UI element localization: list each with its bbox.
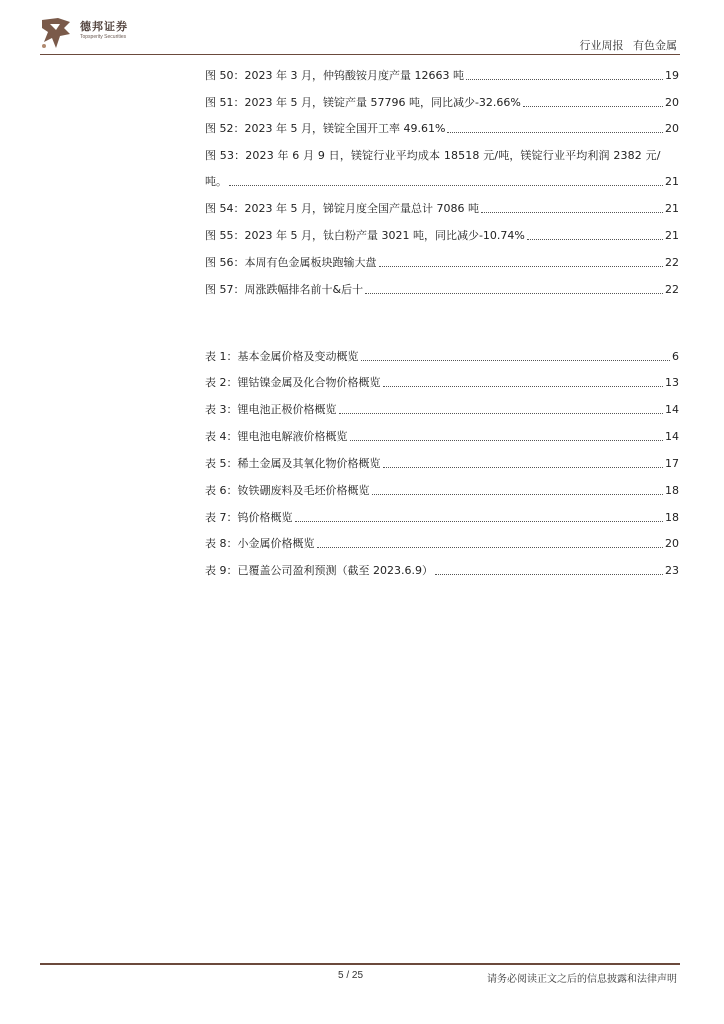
- report-type: 行业周报: [579, 39, 624, 52]
- toc-entry-label: 表 6：钕铁硼废料及毛坯价格概览: [205, 484, 370, 497]
- toc-entry-page: 14: [665, 430, 679, 443]
- leader-dots: [523, 96, 663, 107]
- footer-divider: [40, 963, 680, 965]
- leader-dots: [383, 457, 664, 468]
- toc-table-entry[interactable]: [205, 457, 679, 471]
- toc-table-entry[interactable]: [205, 430, 679, 444]
- toc-figure-entry[interactable]: [205, 229, 679, 243]
- toc-entry-page: 21: [665, 175, 679, 188]
- toc-entry-label: 表 9：已覆盖公司盈利预测（截至 2023.6.9）: [205, 564, 433, 577]
- toc-entry-page: 20: [665, 96, 679, 109]
- toc-figure-entry[interactable]: [205, 202, 679, 216]
- toc-figure-entry[interactable]: [205, 69, 679, 83]
- logo-text-en: Topsperity Securities: [80, 34, 127, 40]
- toc-entry-label: 表 3：锂电池正极价格概览: [205, 403, 337, 416]
- header-category: [580, 37, 678, 53]
- leader-dots: [229, 175, 663, 186]
- toc-entry-page: 21: [665, 229, 679, 242]
- toc-entry-label: 图 57：周涨跌幅排名前十&后十: [205, 283, 364, 296]
- toc-table-entry[interactable]: [205, 403, 679, 417]
- toc-entry-label: 图 54：2023 年 5 月，锑锭月度全国产量总计 7086 吨: [205, 202, 479, 215]
- toc-entry-label: 图 52：2023 年 5 月，镁锭全国开工率 49.61%: [205, 122, 446, 135]
- toc-figure-entry[interactable]: [205, 175, 679, 189]
- sector-name: 有色金属: [633, 39, 677, 52]
- toc-entry-page: 23: [665, 564, 679, 577]
- leader-dots: [383, 376, 664, 387]
- toc-table-entry[interactable]: [205, 350, 679, 364]
- toc-figure-entry[interactable]: [205, 96, 679, 110]
- toc-entry-label: 表 7：钨价格概览: [205, 511, 293, 524]
- leader-dots: [447, 122, 663, 133]
- toc-entry-page: 20: [665, 537, 679, 550]
- toc-entry-page: 6: [672, 350, 679, 363]
- leader-dots: [372, 484, 664, 495]
- leader-dots: [295, 511, 664, 522]
- toc-entry-page: 20: [665, 122, 679, 135]
- toc-entry-label-line1[interactable]: 图 53：2023 年 6 月 9 日，镁锭行业平均成本 18518 元/吨，镁锭行业平均利润 2382 元/: [205, 149, 661, 162]
- toc-entry-page: 21: [665, 202, 679, 215]
- toc-entry-label: 图 55：2023 年 5 月，钛白粉产量 3021 吨，同比减少-10.74%: [205, 229, 525, 242]
- leader-dots: [350, 430, 664, 441]
- toc-entry-label: 表 8：小金属价格概览: [205, 537, 315, 550]
- toc-entry-label: 图 50：2023 年 3 月，仲钨酸铵月度产量 12663 吨: [205, 69, 464, 82]
- leader-dots: [435, 564, 663, 575]
- toc-entry-page: 17: [665, 457, 679, 470]
- toc-entry-label: 图 56：本周有色金属板块跑输大盘: [205, 256, 377, 269]
- toc-table-entry[interactable]: [205, 376, 679, 390]
- toc-entry-page: 18: [665, 484, 679, 497]
- toc-entry-page: 18: [665, 511, 679, 524]
- toc-figure-entry[interactable]: [205, 256, 679, 270]
- leader-dots: [339, 403, 664, 414]
- toc-entry-label: 表 1：基本金属价格及变动概览: [205, 350, 359, 363]
- toc-entry-label: 表 2：锂钴镍金属及化合物价格概览: [205, 376, 381, 389]
- leader-dots: [361, 350, 671, 361]
- toc-entry-page: 22: [665, 256, 679, 269]
- leader-dots: [481, 202, 663, 213]
- toc-entry-page: 19: [665, 69, 679, 82]
- leader-dots: [365, 283, 663, 294]
- toc-figure-entry[interactable]: [205, 283, 679, 297]
- toc-entry-page: 22: [665, 283, 679, 296]
- page-header: [0, 0, 724, 60]
- toc-entry-label: 表 5：稀土金属及其氧化物价格概览: [205, 457, 381, 470]
- toc-entry-label: 图 51：2023 年 5 月，镁锭产量 57796 吨，同比减少-32.66%: [205, 96, 521, 109]
- leader-dots: [379, 256, 664, 267]
- toc-entry-label: 表 4：锂电池电解液价格概览: [205, 430, 348, 443]
- toc-table-entry[interactable]: [205, 484, 679, 498]
- toc-figure-entry[interactable]: [205, 122, 679, 136]
- toc-entry-page: 14: [665, 403, 679, 416]
- toc-entry-page: 13: [665, 376, 679, 389]
- page-number: 5 / 25: [338, 970, 364, 981]
- toc-table-entry[interactable]: [205, 511, 679, 525]
- header-divider: [40, 54, 680, 55]
- footer-disclaimer: 请务必阅读正文之后的信息披露和法律声明: [487, 974, 677, 985]
- leader-dots: [466, 69, 663, 80]
- toc-entry-label-line2: 吨。: [205, 175, 227, 188]
- toc-table-entry[interactable]: [205, 537, 679, 551]
- leader-dots: [527, 229, 663, 240]
- toc-table-entry[interactable]: [205, 564, 679, 578]
- logo-text-cn: 德邦证券: [80, 20, 128, 33]
- leader-dots: [317, 537, 664, 548]
- logo-emblem-icon: [40, 16, 76, 50]
- company-logo: [40, 16, 140, 50]
